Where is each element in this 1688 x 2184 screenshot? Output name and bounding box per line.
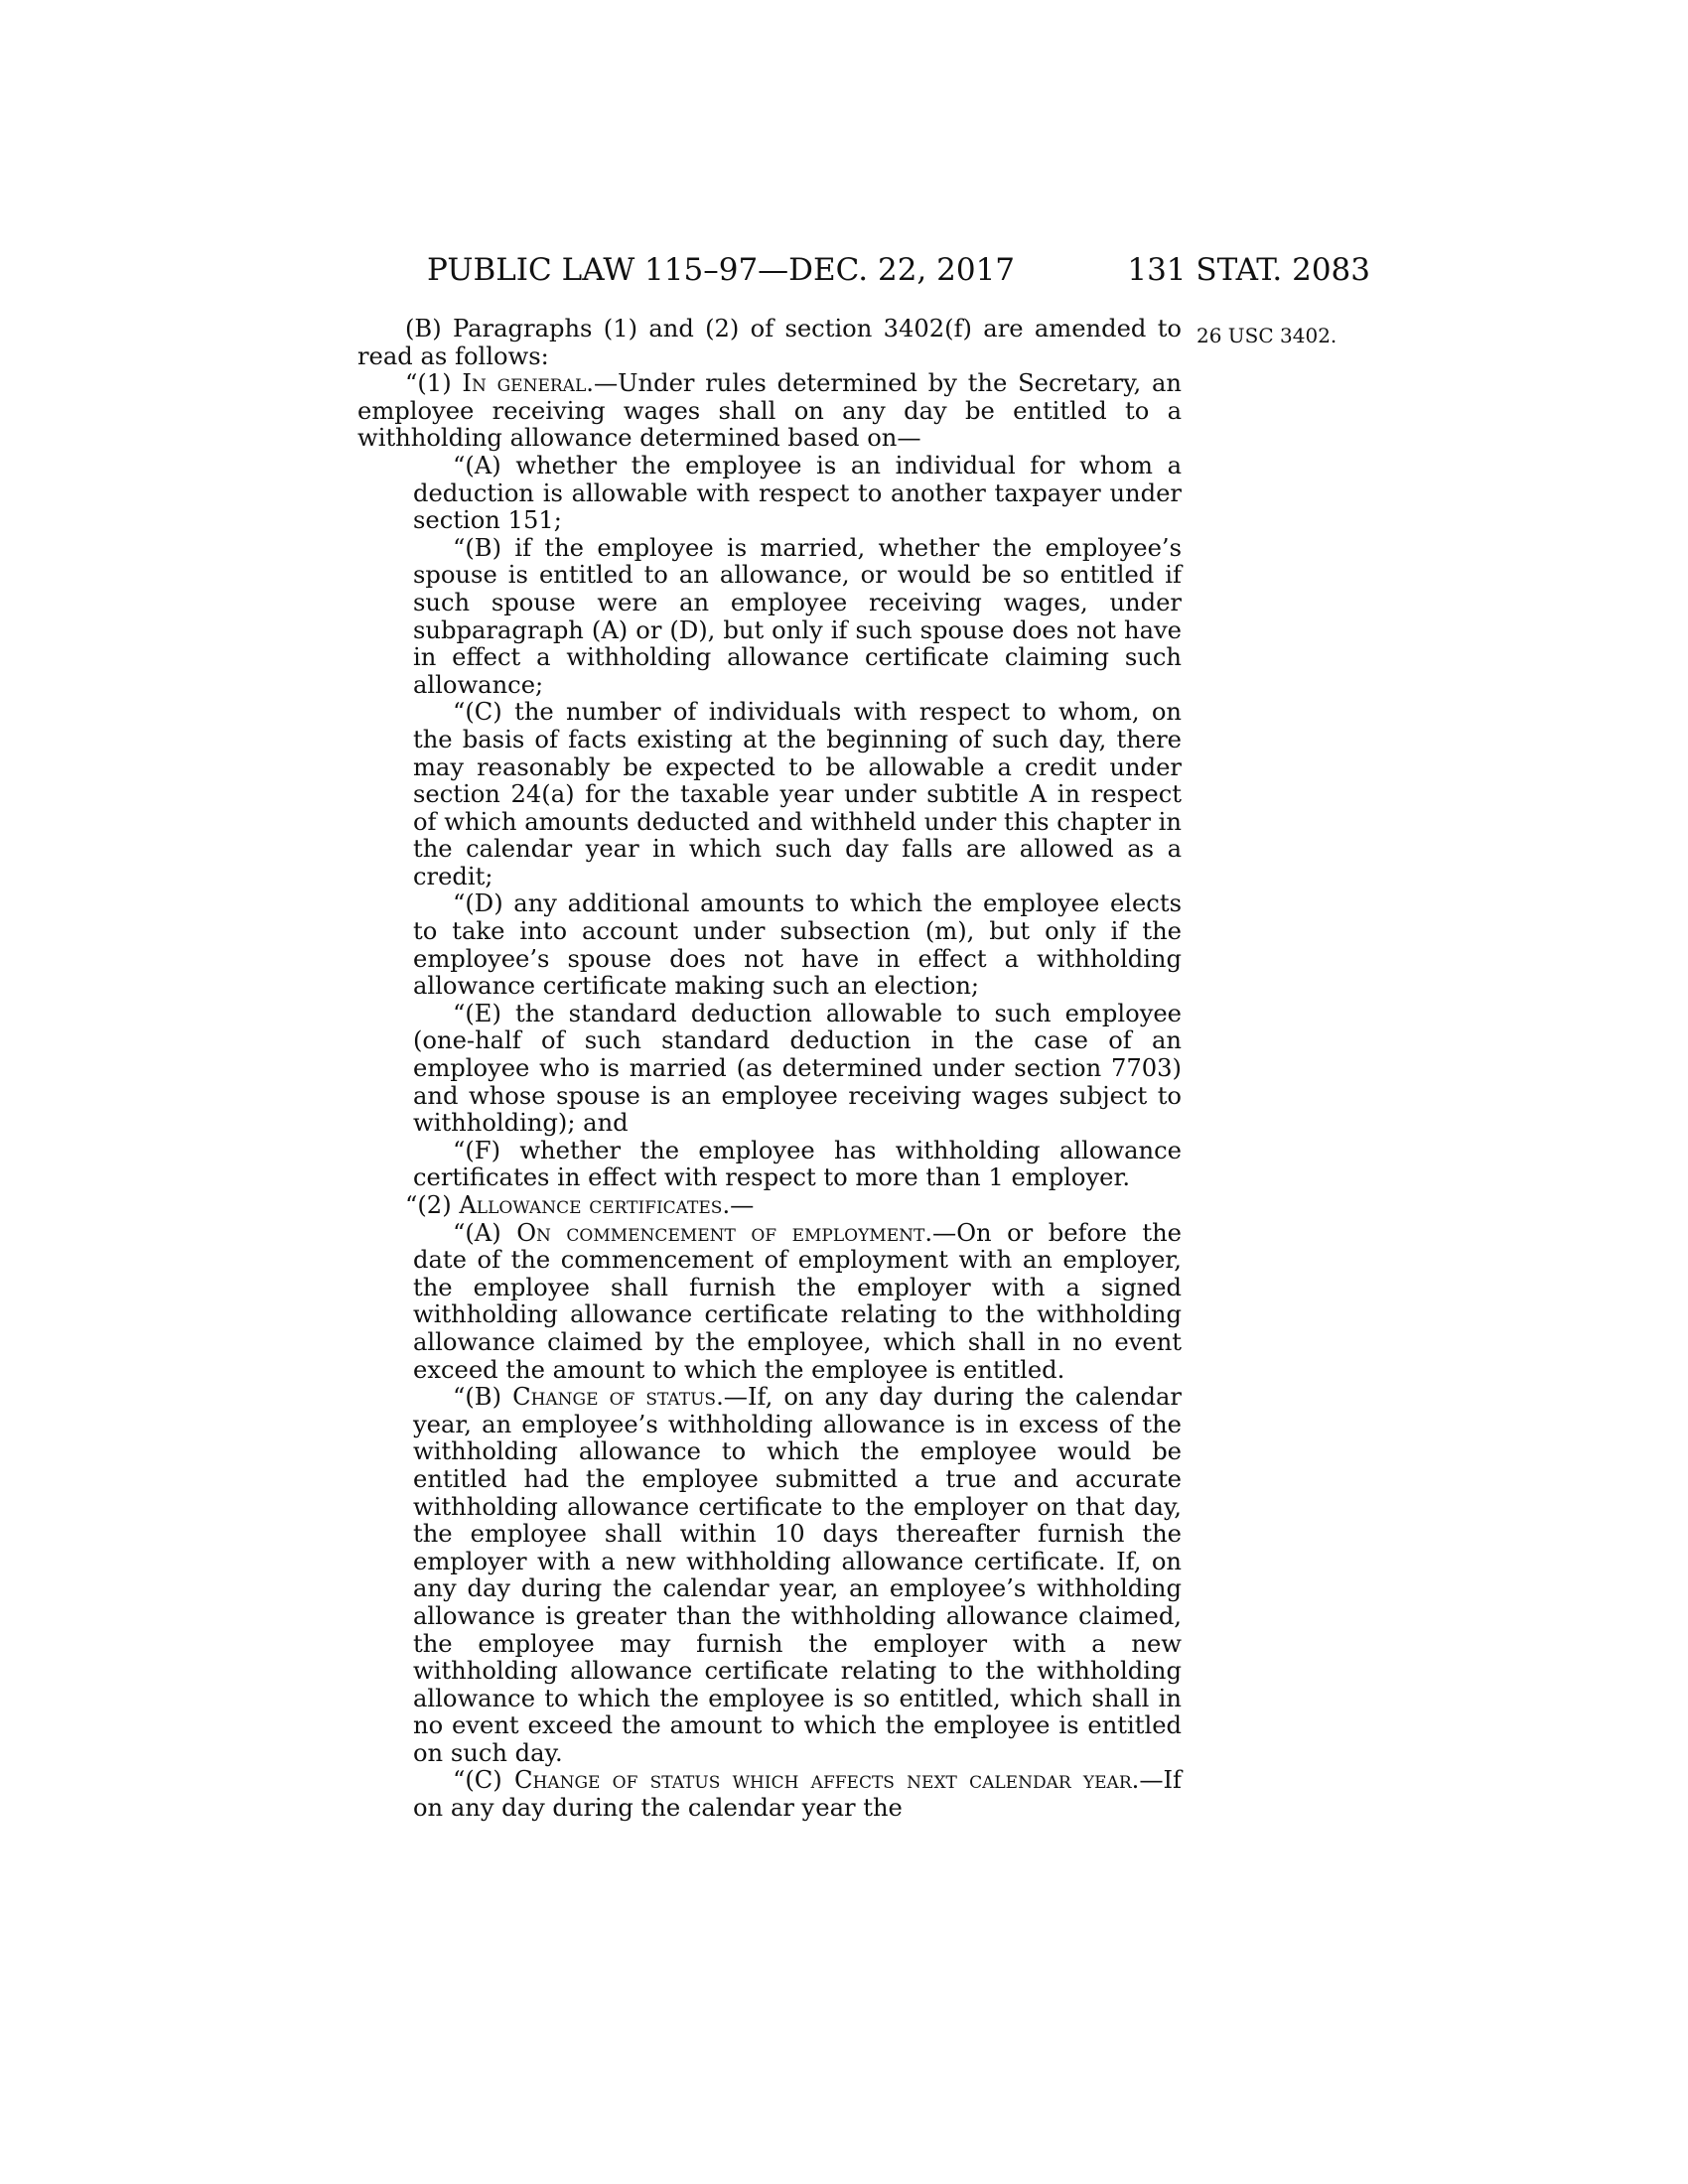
amendment-intro: (B) Paragraphs (1) and (2) of section 3402(f) are amended to read as follows: — [357, 315, 1182, 370]
subparagraph-2c-heading: Change of status which affects next calendar year — [513, 1766, 1132, 1795]
paragraph-1-heading: In general — [462, 369, 587, 398]
subparagraph-e: “(E) the standard deduction allowable to such employee (one-half of such standard deduction in the case of an employee who is married (as determined under section 7703) and whose spouse is an employee receiving wages subject to withholding); and — [413, 999, 1182, 1138]
paragraph-2-allowance-certificates — [357, 1192, 1182, 1220]
page-number: 131 STAT. 2083 — [1127, 252, 1370, 288]
subparagraph-2c-prefix: “(C) — [453, 1766, 514, 1795]
subparagraph-2b — [357, 1384, 1182, 1767]
subparagraph-c: “(C) the number of individuals with respect to whom, on the basis of facts existing at the beginning of such day, there may reasonably be expected to be allowable a credit under section 24(a) for the taxable year under subtitle A in respect of which amounts deducted and withheld under this chapter in the calendar year in which such day falls are allowed as a credit; — [413, 698, 1182, 890]
paragraph-2-suffix: .— — [722, 1191, 755, 1219]
subparagraph-f: “(F) whether the employee has withholding allowance certificates in effect with respect to more than 1 employer. — [413, 1136, 1182, 1192]
paragraph-1-prefix: “(1) — [405, 369, 463, 398]
subparagraph-2c-text: .—If on any day during the calendar year the — [413, 1766, 1183, 1823]
subparagraph-2a — [357, 1220, 1182, 1385]
running-head-title: PUBLIC LAW 115–97—DEC. 22, 2017 — [427, 252, 1016, 288]
subparagraph-2a-heading: On commencement of employment — [516, 1218, 925, 1247]
subparagraph-2b-prefix: “(B) — [453, 1383, 513, 1412]
paragraph-2-prefix: “(2) — [405, 1191, 460, 1219]
subparagraph-2a-text: .—On or before the date of the commencement of employment with an employer, the employee shall furnish the employer with a signed withholding allowance certificate relating to the withholding allowance claimed by the employee, which shall in no event exceed the amount to which the employee is entitled. — [413, 1218, 1182, 1384]
subparagraph-b: “(B) if the employee is married, whether the employee’s spouse is entitled to an allowance, or would be so entitled if such spouse were an employee receiving wages, under subparagraph (A) or (D), but only if such spouse does not have in effect a withholding allowance certificate claiming such allowance; — [413, 533, 1182, 699]
statute-body — [357, 316, 1182, 1823]
paragraph-2-heading: Allowance certificates — [459, 1191, 723, 1219]
subparagraph-2b-text: .—If, on any day during the calendar year, an employee’s withholding allowance is in excess of the withholding allowance to which the employee would be entitled had the employee submitted a true and accurate withholding allowance certificate to the employer on that day, the employee shall within 10 days thereafter furnish the employer with a new withholding allowance certificate. If, on any day during the calendar year, an employee’s withholding allowance is greater than the withholding allowance claimed, the employee may furnish the employer with a new withholding allowance certificate relating to the withholding allowance to which the employee is so entitled, which shall in no event exceed the amount to which the employee is entitled on such day. — [413, 1383, 1182, 1767]
paragraph-1-text: .—Under rules determined by the Secretary, an employee receiving wages shall on any day be entitled to a withholding allowance determined based on— — [357, 369, 1182, 453]
usc-margin-note: 26 USC 3402. — [1196, 324, 1337, 347]
paragraph-1-in-general — [357, 370, 1182, 453]
subparagraph-2c — [357, 1767, 1182, 1822]
page-header — [427, 250, 1370, 290]
subparagraph-2a-prefix: “(A) — [453, 1218, 517, 1247]
subparagraph-a: “(A) whether the employee is an individual for whom a deduction is allowable with respect to another taxpayer under section 151; — [413, 451, 1182, 535]
subparagraph-2b-heading: Change of status — [512, 1383, 717, 1412]
subparagraph-d: “(D) any additional amounts to which the employee elects to take into account under subsection (m), but only if the employee’s spouse does not have in effect a withholding allowance certificate making such an election; — [413, 889, 1182, 1001]
